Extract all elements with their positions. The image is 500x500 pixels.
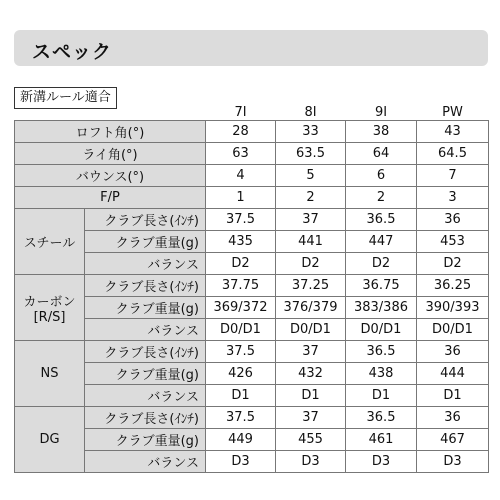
row-label: クラブ重量(g) [85,363,206,385]
table-cell: D2 [346,253,417,275]
table-cell: D3 [206,451,276,473]
shaft-group-label: カーボン [R/S] [15,275,85,341]
table-row [15,253,489,275]
table-cell: 37.5 [206,407,276,429]
table-cell: 28 [206,121,276,143]
row-label: バウンス(°) [15,165,206,187]
table-cell: D2 [206,253,276,275]
table-cell: 37.75 [206,275,276,297]
table-cell: 3 [417,187,489,209]
table-cell: D0/D1 [276,319,346,341]
title-bar [14,30,488,66]
table-cell: 7 [417,165,489,187]
row-label: ロフト角(°) [15,121,206,143]
column-header-7i: 7I [234,105,247,120]
table-row [15,143,489,165]
table-cell: 435 [206,231,276,253]
table-cell: 36 [417,209,489,231]
table-row [15,319,489,341]
table-row [15,429,489,451]
table-cell: 449 [206,429,276,451]
row-label: クラブ長さ(ｲﾝﾁ) [85,209,206,231]
row-label: F/P [15,187,206,209]
table-cell: 38 [346,121,417,143]
table-cell: 390/393 [417,297,489,319]
shaft-group-label: NS [15,341,85,407]
table-cell: 426 [206,363,276,385]
table-cell: 6 [346,165,417,187]
table-cell: D1 [206,385,276,407]
table-row [15,363,489,385]
table-cell: D2 [417,253,489,275]
table-cell: 36.25 [417,275,489,297]
row-label: バランス [85,385,206,407]
table-cell: 33 [276,121,346,143]
table-cell: 441 [276,231,346,253]
table-cell: 37.5 [206,341,276,363]
table-cell: D3 [276,451,346,473]
row-label: クラブ重量(g) [85,429,206,451]
table-cell: D1 [276,385,346,407]
table-cell: 383/386 [346,297,417,319]
table-cell: 36.5 [346,341,417,363]
row-label: クラブ重量(g) [85,231,206,253]
table-cell: 64.5 [417,143,489,165]
table-row [15,451,489,473]
row-label: バランス [85,319,206,341]
table-cell: 63.5 [276,143,346,165]
table-cell: 36 [417,341,489,363]
table-cell: D0/D1 [346,319,417,341]
table-cell: 447 [346,231,417,253]
column-header-8i: 8I [304,105,317,120]
table-cell: 36 [417,407,489,429]
table-cell: 37 [276,209,346,231]
table-cell: 453 [417,231,489,253]
table-cell: 36.5 [346,209,417,231]
table-cell: 36.5 [346,407,417,429]
shaft-group-label: DG [15,407,85,473]
row-label: クラブ長さ(ｲﾝﾁ) [85,407,206,429]
row-label: クラブ長さ(ｲﾝﾁ) [85,341,206,363]
table-cell: D1 [346,385,417,407]
table-cell: 64 [346,143,417,165]
table-cell: 37 [276,407,346,429]
table-cell: 432 [276,363,346,385]
table-cell: D0/D1 [206,319,276,341]
table-cell: 444 [417,363,489,385]
table-cell: 37 [276,341,346,363]
table-cell: 376/379 [276,297,346,319]
table-row [15,121,489,143]
table-cell: D3 [346,451,417,473]
table-cell: 37.5 [206,209,276,231]
table-cell: 2 [346,187,417,209]
row-label: バランス [85,253,206,275]
row-label: クラブ長さ(ｲﾝﾁ) [85,275,206,297]
row-label: バランス [85,451,206,473]
table-cell: D3 [417,451,489,473]
row-label: クラブ重量(g) [85,297,206,319]
table-cell: 369/372 [206,297,276,319]
table-row [15,187,489,209]
table-cell: 36.75 [346,275,417,297]
table-row [15,165,489,187]
spec-table [14,98,489,473]
page-title: スペック [32,41,113,63]
column-header-pw: PW [442,105,463,120]
table-cell: 467 [417,429,489,451]
table-row [15,275,489,297]
table-cell: D0/D1 [417,319,489,341]
table-cell: 1 [206,187,276,209]
rule-badge: 新溝ルール適合 [14,87,117,109]
table-cell: D2 [276,253,346,275]
table-cell: 455 [276,429,346,451]
table-row [15,407,489,429]
table-cell: 43 [417,121,489,143]
table-cell: 2 [276,187,346,209]
table-cell: 438 [346,363,417,385]
column-header-9i: 9I [374,105,388,120]
table-cell: 5 [276,165,346,187]
table-cell: 37.25 [276,275,346,297]
table-cell: 4 [206,165,276,187]
table-row [15,385,489,407]
row-label: ライ角(°) [15,143,206,165]
table-row [15,341,489,363]
table-cell: 63 [206,143,276,165]
table-row [15,297,489,319]
table-cell: 461 [346,429,417,451]
shaft-group-label: スチール [15,209,85,275]
table-row [15,231,489,253]
table-cell: D1 [417,385,489,407]
table-row [15,209,489,231]
